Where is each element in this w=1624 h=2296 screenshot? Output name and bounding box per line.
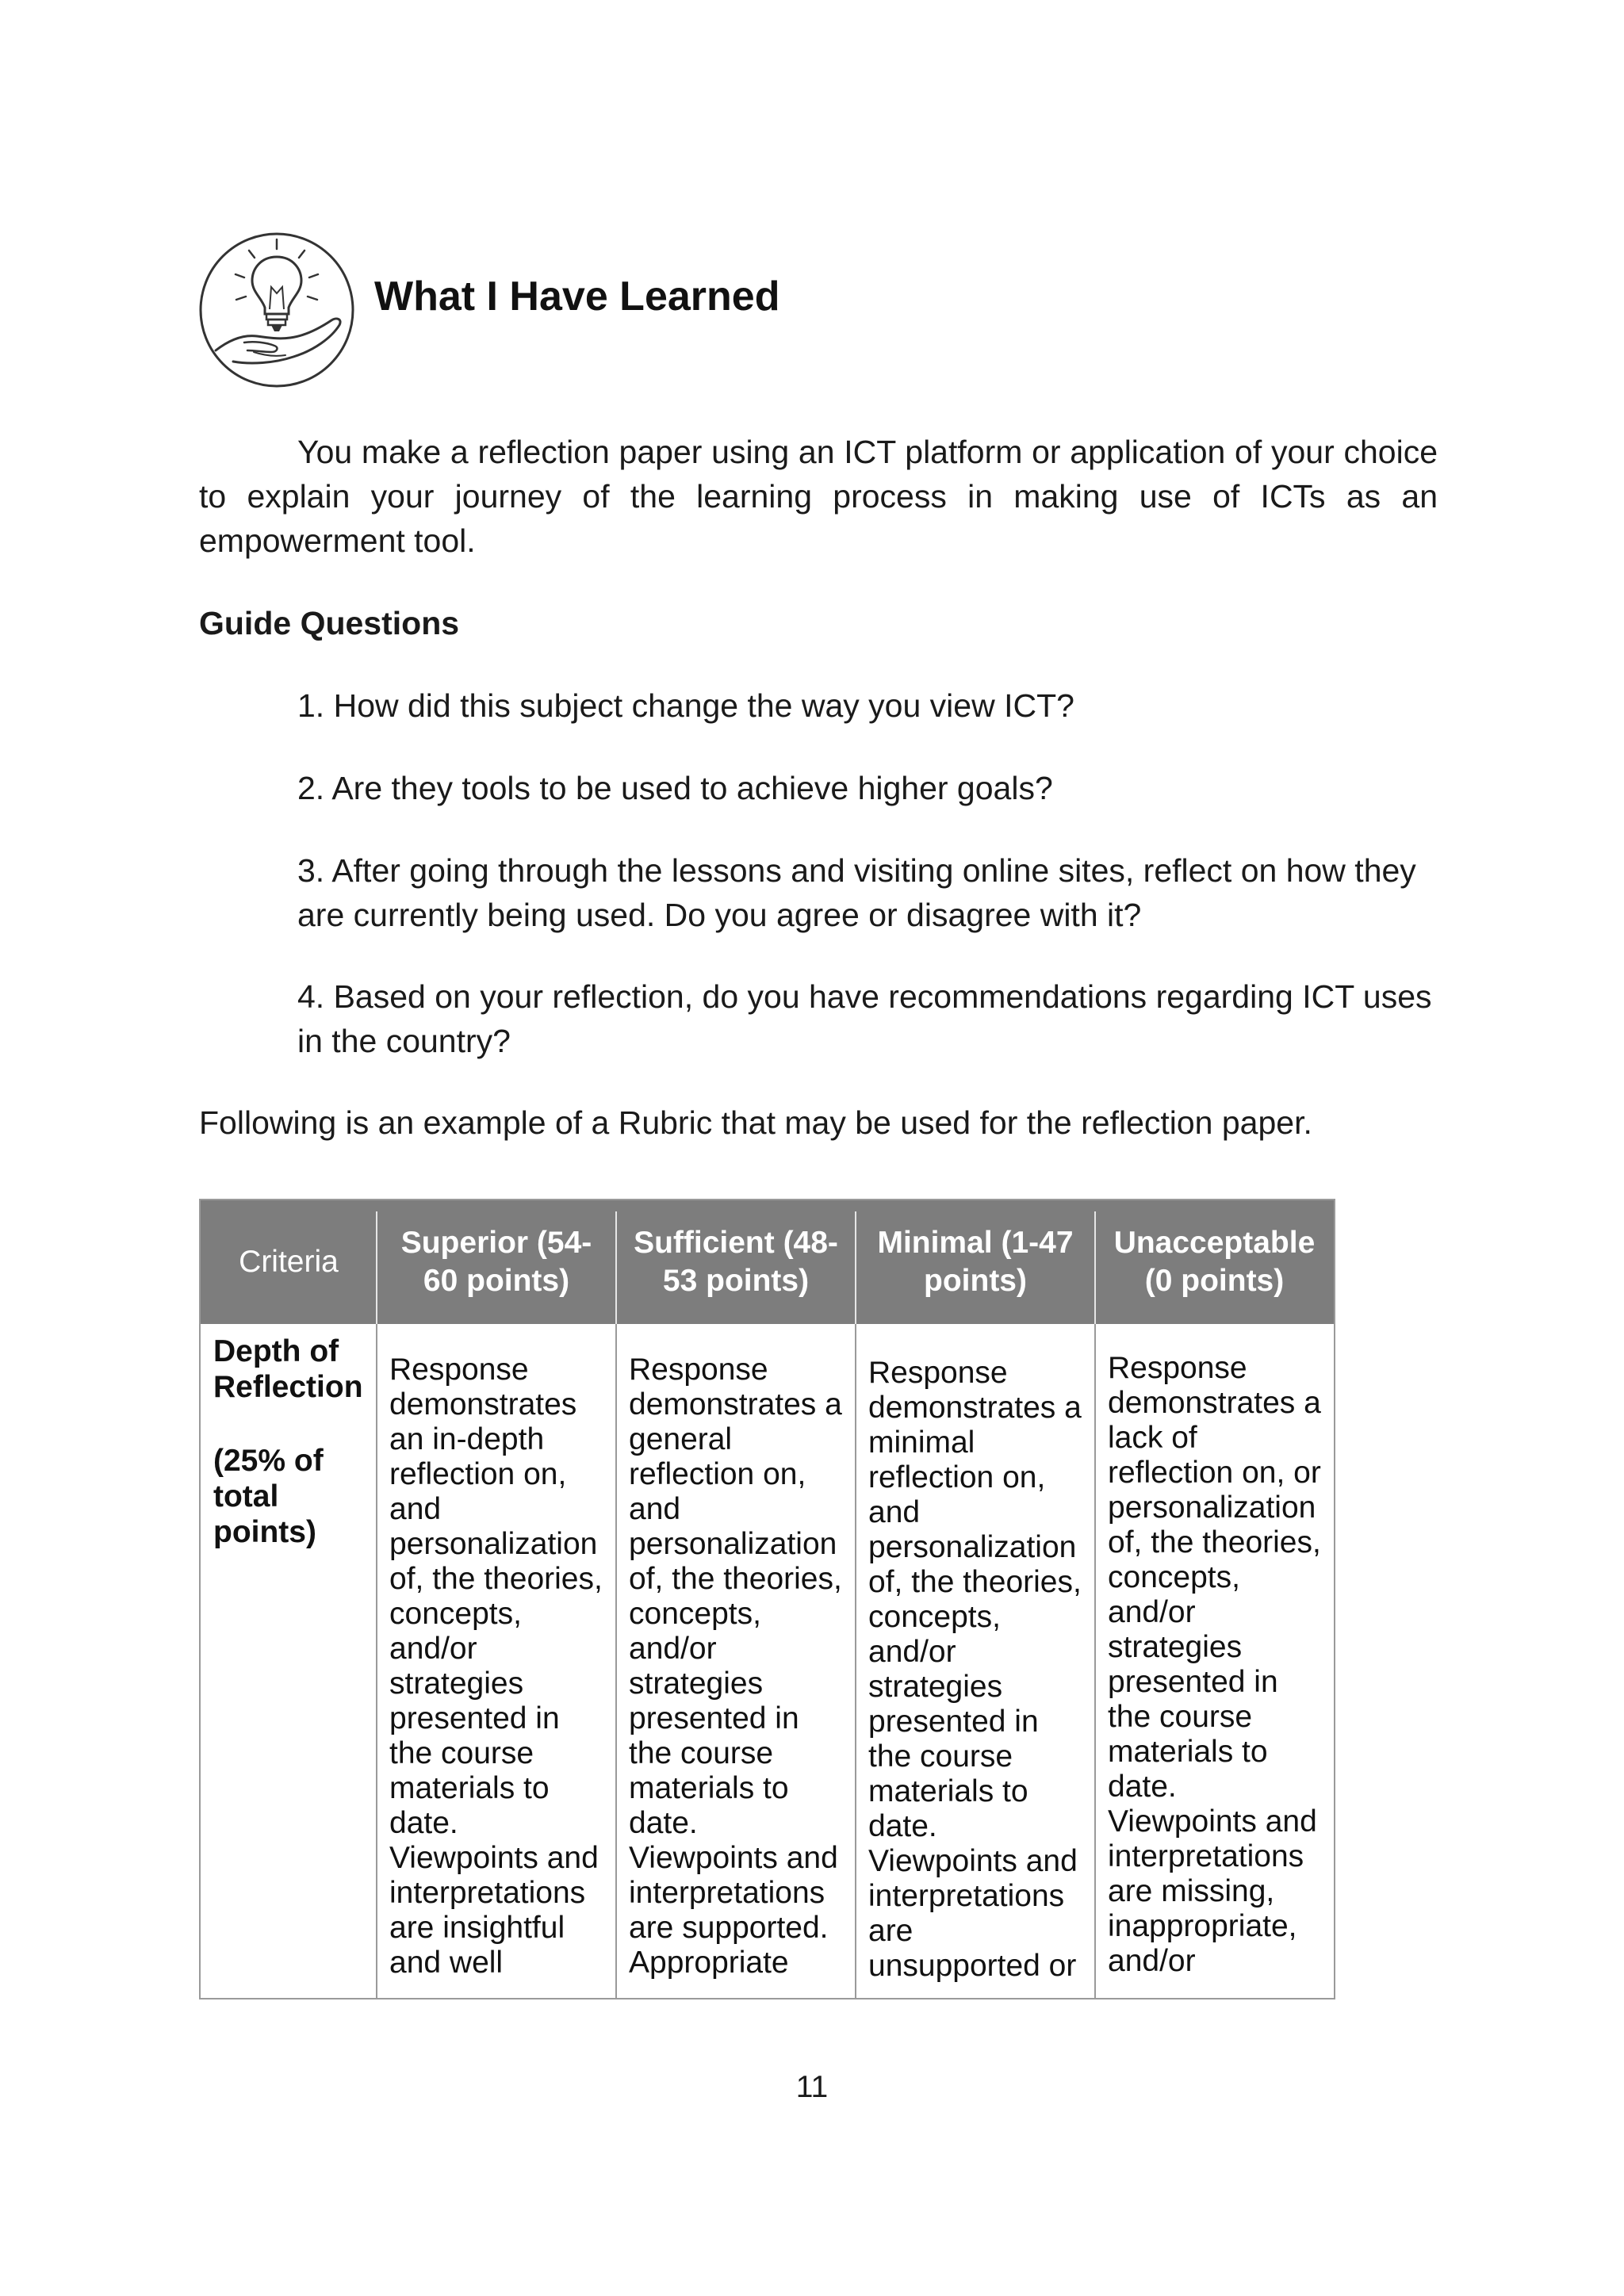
- guide-question-4: 4. Based on your reflection, do you have recommendations regarding ICT uses in the country?: [297, 978, 1432, 1059]
- sufficient-description: Response demonstrates a general reflection on, and personalization of, the theories, concepts, and/or strategies presented in the course materials to date. Viewpoints and interpretations are supported. Appropriate: [629, 1353, 842, 1980]
- page-number: 11: [795, 2070, 829, 2104]
- section-title: What I Have Learned: [374, 274, 780, 320]
- rubric-header-row: [201, 1200, 1334, 1324]
- header-minimal: Minimal (1-47 points): [877, 1226, 1074, 1298]
- rubric-note: Following is an example of a Rubric that may be used for the reflection paper.: [199, 1104, 1312, 1141]
- guide-questions-heading: Guide Questions: [199, 605, 460, 641]
- unacceptable-description: Response demonstrates a lack of reflection on, or personalization of, the theories, concepts, and/or strategies presented in the course materials to date. Viewpoints and interpretations are missing, inappropriate, and/or: [1108, 1351, 1321, 1978]
- minimal-description: Response demonstrates a minimal reflection on, and personalization of, the theories, concepts, and/or strategies presented in the course materials to date. Viewpoints and interpretations are unsupported or: [868, 1356, 1082, 1983]
- header-superior: Superior (54-60 points): [400, 1226, 592, 1298]
- header-divider: [376, 1211, 377, 1324]
- criteria-cell: [201, 1324, 377, 1588]
- criteria-name: Depth of Reflection: [213, 1334, 363, 1404]
- criteria-weight: (25% of total points): [213, 1444, 324, 1549]
- lightbulb-in-hand-icon: [198, 232, 355, 388]
- header-sufficient: Sufficient (48-53 points): [634, 1226, 838, 1298]
- intro-paragraph: You make a reflection paper using an ICT platform or application of your choice to explain your journey of the learning process in making use of ICTs as an empowerment tool.: [199, 434, 1438, 559]
- header-divider: [615, 1211, 617, 1324]
- superior-description: Response demonstrates an in-depth reflection on, and personalization of, the theories, concepts, and/or strategies presented in the course materials to date. Viewpoints and interpretations are insightful and well: [389, 1353, 603, 1980]
- guide-question-1: 1. How did this subject change the way you view ICT?: [297, 687, 1074, 724]
- header-divider: [855, 1211, 856, 1324]
- header-divider: [1094, 1211, 1096, 1324]
- header-unacceptable: Unacceptable (0 points): [1113, 1226, 1316, 1298]
- guide-question-2: 2. Are they tools to be used to achieve higher goals?: [297, 770, 1053, 806]
- rubric-table: [199, 1199, 1335, 1999]
- guide-question-3: 3. After going through the lessons and visiting online sites, reflect on how they are currently being used. Do you agree or disagree with it?: [297, 852, 1416, 933]
- header-criteria: Criteria: [239, 1245, 339, 1279]
